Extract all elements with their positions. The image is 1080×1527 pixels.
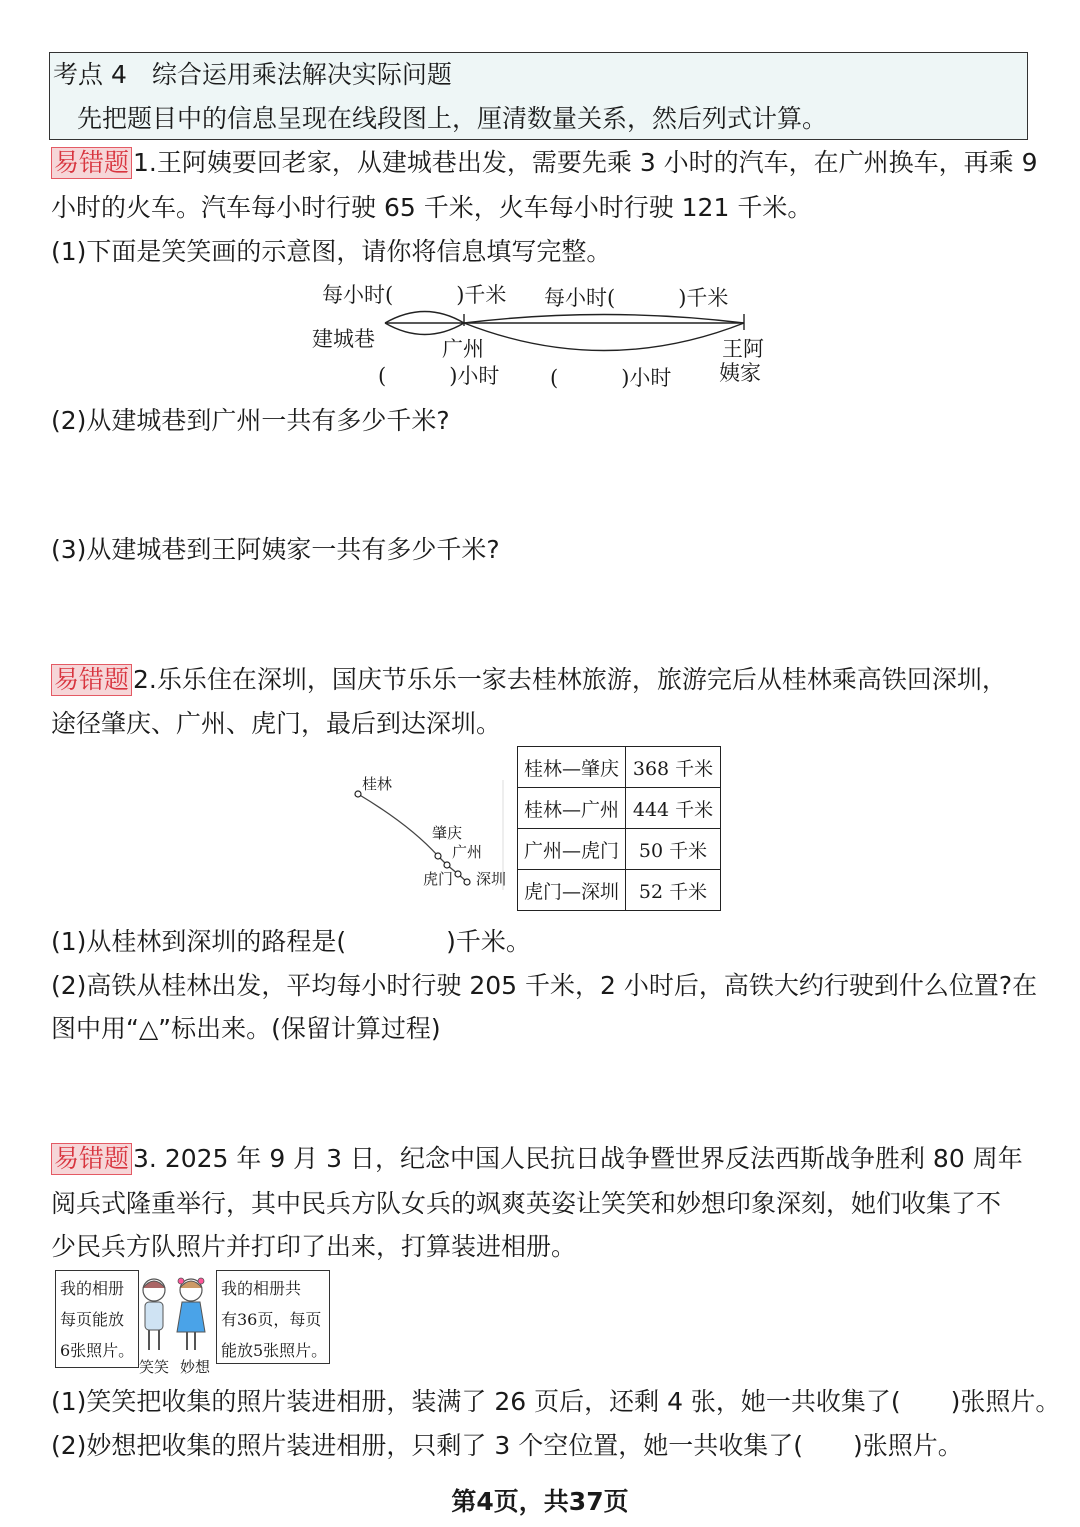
q2-station-guangzhou [444, 862, 450, 868]
q1-upper-arc-left [385, 312, 464, 324]
xiaoxiao-figure [143, 1279, 165, 1350]
q1-lower-arc-right [464, 323, 744, 351]
route-cell: 广州—虎门 [518, 829, 626, 870]
q1-label-start: 建城巷 [312, 327, 375, 351]
q1-label-end-1: 王阿 [722, 337, 764, 361]
q1-sub2: (2)从建城巷到广州一共有多少千米? [51, 406, 450, 435]
bubble-left-line: 每页能放 [60, 1310, 125, 1329]
q1-upper-arc-right [464, 315, 744, 324]
q2-label-guilin: 桂林 [362, 775, 393, 793]
q1-sub1: (1)下面是笑笑画的示意图，请你将信息填写完整。 [51, 237, 612, 266]
q2-sub1: (1)从桂林到深圳的路程是( )千米。 [51, 927, 531, 956]
distance-cell: 50 千米 [626, 829, 721, 870]
q2-station-shenzhen [464, 879, 470, 885]
q3-line3: 少民兵方队照片并打印了出来，打算装进相册。 [51, 1232, 577, 1261]
q2-sub2-line1: (2)高铁从桂林出发，平均每小时行驶 205 千米，2 小时后，高铁大约行驶到什么位置?在 [51, 971, 1038, 1000]
q1-line2: 小时的火车。汽车每小时行驶 65 千米，火车每小时行驶 121 千米。 [51, 193, 813, 222]
page-footer: 第4页，共37页 [451, 1487, 629, 1516]
miaoxiang-figure [177, 1278, 205, 1350]
bubble-right-line: 我的相册共 [221, 1279, 302, 1298]
q3-bubble-left [55, 1270, 139, 1368]
table-row [518, 747, 721, 788]
q2-station-zhaoqing [435, 853, 441, 859]
q1-label-left-hours: ( )小时 [378, 364, 500, 388]
q1-label-end-2: 姨家 [719, 361, 761, 385]
q1-text1: 1.王阿姨要回老家，从建城巷出发，需要先乘 3 小时的汽车，在广州换车，再乘 9 [133, 148, 1038, 177]
bubble-right-line: 能放5张照片。 [221, 1341, 328, 1360]
bubble-left-line: 我的相册 [60, 1279, 125, 1298]
route-cell: 桂林—肇庆 [518, 747, 626, 788]
q2-sub2-line2: 图中用“△”标出来。(保留计算过程) [51, 1014, 441, 1043]
q3-name-left: 笑笑 [139, 1358, 170, 1376]
q1-tag: 易错题 [51, 147, 132, 179]
route-cell: 虎门—深圳 [518, 870, 626, 911]
q2-label-humen: 虎门 [423, 870, 454, 888]
route-cell: 桂林—广州 [518, 788, 626, 829]
q3-line1 [51, 1143, 1023, 1175]
q3-tag: 易错题 [51, 1143, 132, 1175]
q2-label-shenzhen: 深圳 [476, 870, 507, 888]
q2-station-guilin [355, 791, 361, 797]
q3-text1: 3. 2025 年 9 月 3 日，纪念中国人民抗日战争暨世界反法西斯战争胜利 80 周年 [133, 1144, 1023, 1173]
q3-sub1: (1)笑笑把收集的照片装进相册，装满了 26 页后，还剩 4 张，她一共收集了( )张照片。 [51, 1387, 1061, 1416]
q3-girls-illustration [137, 1272, 219, 1362]
table-row [518, 870, 721, 911]
q2-label-guangzhou: 广州 [452, 843, 483, 861]
q2-tag: 易错题 [51, 664, 132, 696]
distance-cell: 368 千米 [626, 747, 721, 788]
q1-label-left-speed: 每小时( )千米 [322, 283, 507, 307]
q2-line1 [51, 664, 1007, 696]
distance-cell: 444 千米 [626, 788, 721, 829]
q2-station-humen [455, 871, 461, 877]
q3-bubble-right [216, 1270, 330, 1364]
q2-distance-table [517, 746, 721, 911]
q3-sub2: (2)妙想把收集的照片装进相册，只剩了 3 个空位置，她一共收集了( )张照片。 [51, 1431, 963, 1460]
q3-name-right: 妙想 [180, 1358, 211, 1376]
bubble-right-line: 有36页，每页 [221, 1310, 322, 1329]
q2-line2: 途径肇庆、广州、虎门，最后到达深圳。 [51, 709, 502, 738]
kaodian-title: 考点 4 综合运用乘法解决实际问题 [53, 60, 452, 89]
q1-label-right-speed: 每小时( )千米 [544, 286, 729, 310]
q1-label-right-hours: ( )小时 [550, 366, 672, 390]
q1-sub3: (3)从建城巷到王阿姨家一共有多少千米? [51, 535, 500, 564]
q1-line1 [51, 147, 1038, 179]
bubble-left-line: 6张照片。 [60, 1341, 135, 1360]
distance-cell: 52 千米 [626, 870, 721, 911]
q1-lower-arc-left [385, 323, 464, 335]
q2-text1: 2.乐乐住在深圳，国庆节乐乐一家去桂林旅游，旅游完后从桂林乘高铁回深圳， [133, 665, 1007, 694]
table-row [518, 829, 721, 870]
q3-line2: 阅兵式隆重举行，其中民兵方队女兵的飒爽英姿让笑笑和妙想印象深刻，她们收集了不 [51, 1189, 1002, 1218]
table-row [518, 788, 721, 829]
kaodian-desc: 先把题目中的信息呈现在线段图上，厘清数量关系，然后列式计算。 [77, 104, 828, 133]
q1-label-mid: 广州 [442, 337, 484, 361]
q2-label-zhaoqing: 肇庆 [432, 824, 463, 842]
